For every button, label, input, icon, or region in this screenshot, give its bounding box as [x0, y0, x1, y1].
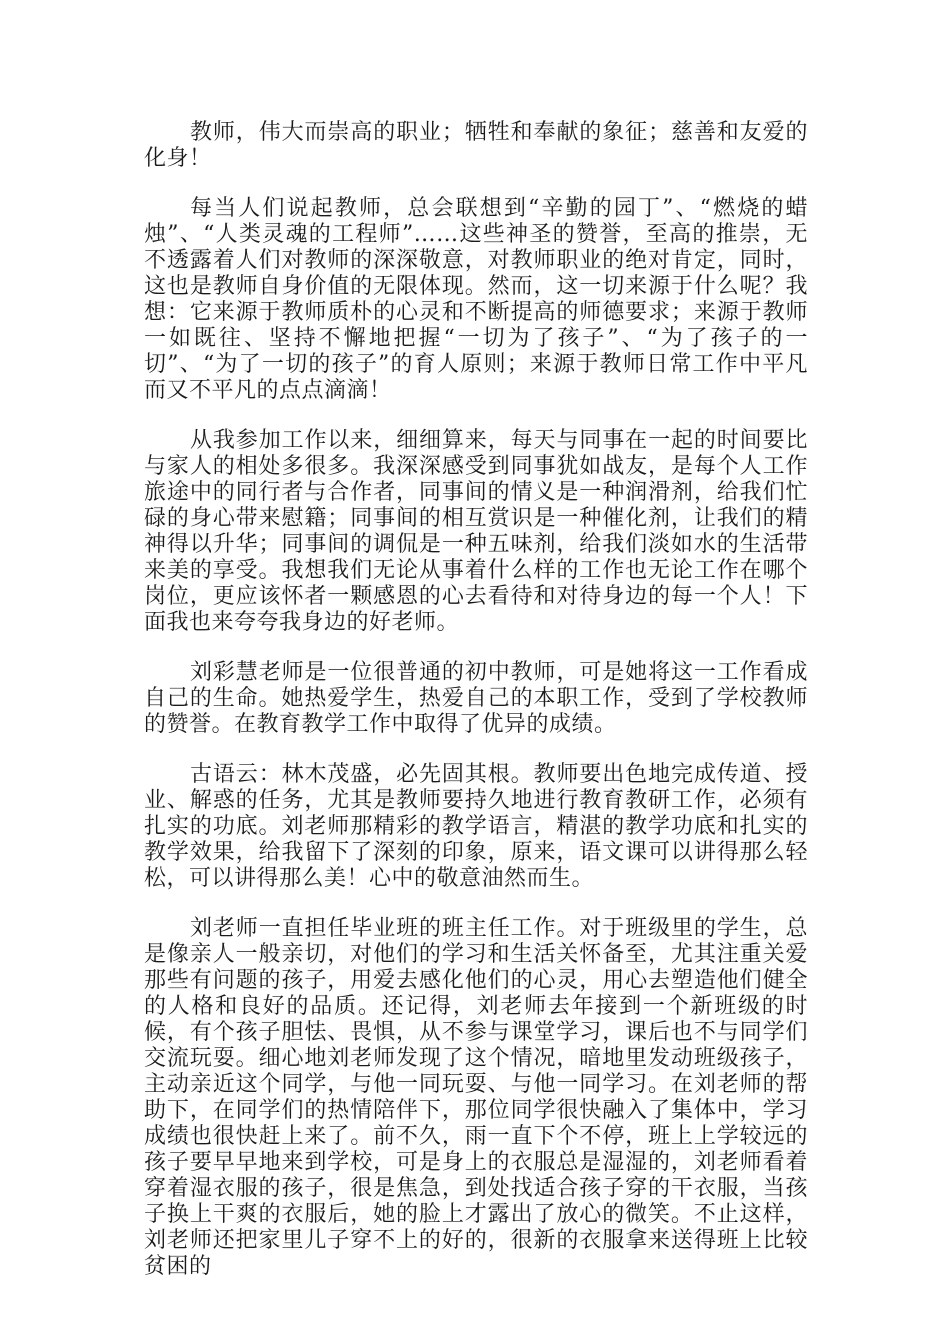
- paragraph-6: 刘老师一直担任毕业班的班主任工作。对于班级里的学生，总是像亲人一般亲切，对他们的学习和生活关怀备至，尤其注重关爱那些有问题的孩子，用爱去感化他们的心灵，用心去塑造他们健全的人格和良好的品质。还记得，刘老师去年接到一个新班级的时候，有个孩子胆怯、畏惧，从不参与课堂学习，课后也不与同学们交流玩耍。细心地刘老师发现了这个情况，暗地里发动班级孩子，主动亲近这个同学，与他一同玩耍、与他一同学习。在刘老师的帮助下，在同学们的热情陪伴下，那位同学很快融入了集体中，学习成绩也很快赶上来了。前不久，雨一直下个不停，班上上学较远的孩子要早早地来到学校，可是身上的衣服总是湿湿的，刘老师看着穿着湿衣服的孩子，很是焦急，到处找适合孩子穿的干衣服，当孩子换上干爽的衣服后，她的脸上才露出了放心的微笑。不止这样，刘老师还把家里儿子穿不上的好的，很新的衣服拿来送得班上比较贫困的: [144, 916, 808, 1279]
- paragraph-2: 每当人们说起教师，总会联想到“辛勤的园丁”、“燃烧的蜡烛”、“人类灵魂的工程师”……这些神圣的赞誉，至高的推崇，无不透露着人们对教师的深深敬意，对教师职业的绝对肯定，同时，这也是教师自身价值的无限体现。然而，这一切来源于什么呢？我想：它来源于教师质朴的心灵和不断提高的师德要求；来源于教师一如既往、坚持不懈地把握“一切为了孩子”、“为了孩子的一切”、“为了一切的孩子”的育人原则；来源于教师日常工作中平凡而又不平凡的点点滴滴！: [144, 196, 808, 403]
- document-body: [144, 120, 808, 1304]
- paragraph-5: 古语云：林木茂盛，必先固其根。教师要出色地完成传道、授业、解惑的任务，尤其是教师要持久地进行教育教研工作，必须有扎实的功底。刘老师那精彩的教学语言，精湛的教学功底和扎实的教学效果，给我留下了深刻的印象，原来，语文课可以讲得那么轻松，可以讲得那么美！心中的敬意油然而生。: [144, 762, 808, 891]
- paragraph-4: 刘彩慧老师是一位很普通的初中教师，可是她将这一工作看成自己的生命。她热爱学生，热爱自己的本职工作，受到了学校教师的赞誉。在教育教学工作中取得了优异的成绩。: [144, 660, 808, 737]
- paragraph-1: 教师，伟大而崇高的职业；牺牲和奉献的象征；慈善和友爱的化身！: [144, 120, 808, 171]
- paragraph-3: 从我参加工作以来，细细算来，每天与同事在一起的时间要比与家人的相处多很多。我深深感受到同事犹如战友，是每个人工作旅途中的同行者与合作者，同事间的情义是一种润滑剂，给我们忙碌的身心带来慰籍；同事间的相互赏识是一种催化剂，让我们的精神得以升华；同事间的调侃是一种五味剂，给我们淡如水的生活带来美的享受。我想我们无论从事着什么样的工作也无论工作在哪个岗位，更应该怀者一颗感恩的心去看待和对待身边的每一个人！下面我也来夸夸我身边的好老师。: [144, 428, 808, 635]
